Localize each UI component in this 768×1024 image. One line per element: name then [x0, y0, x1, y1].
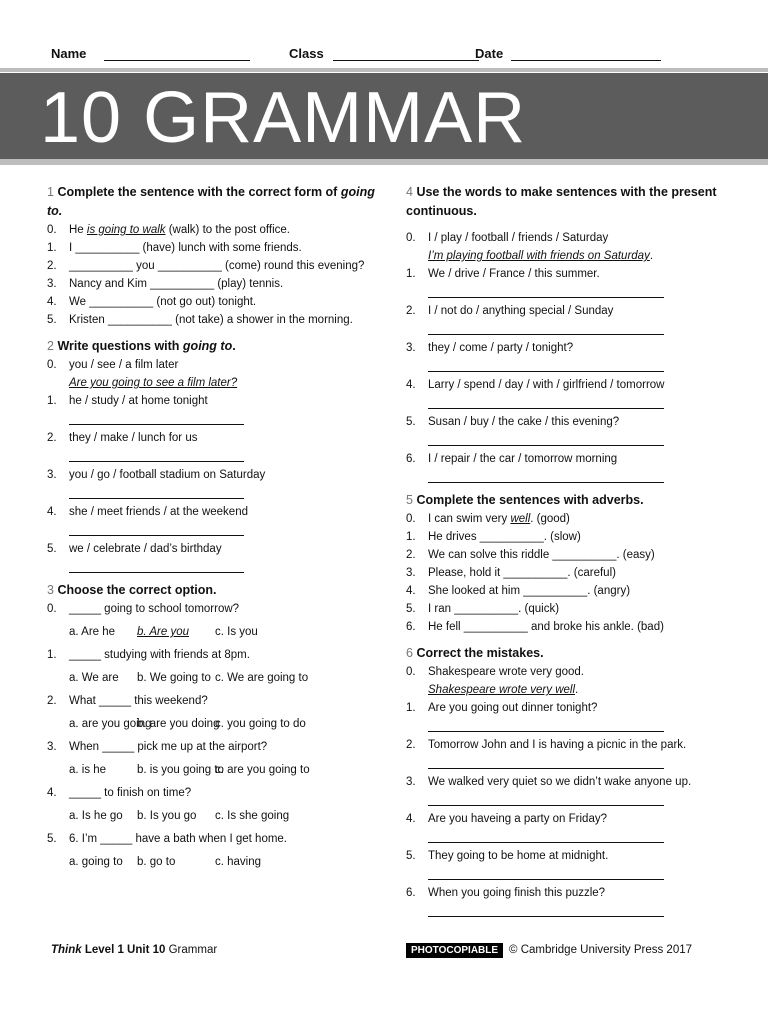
- list-item: [47, 429, 377, 447]
- item-number: 1.: [47, 242, 57, 254]
- item-number: 6.: [406, 887, 416, 899]
- item-number: 3.: [47, 741, 57, 753]
- item-prompt: When you going finish this puzzle?: [428, 887, 606, 899]
- list-item: [47, 257, 377, 275]
- item-text[interactable]: [69, 257, 364, 275]
- item-number: 3.: [47, 469, 57, 481]
- item-prompt: I / not do / anything special / Sunday: [428, 305, 614, 317]
- section-1-list: [47, 221, 377, 329]
- list-item: [406, 736, 746, 754]
- list-item: [406, 546, 746, 564]
- right-column: [406, 183, 746, 921]
- answer-line[interactable]: [69, 484, 244, 499]
- list-item: [406, 810, 746, 828]
- list-item: [47, 784, 377, 802]
- list-item: [406, 618, 746, 636]
- item-number: 0.: [406, 513, 416, 525]
- copyright-text: © Cambridge University Press 2017: [509, 944, 693, 956]
- item-prompt: We walked very quiet so we didn’t wake anyone up.: [428, 776, 692, 788]
- item-number: 2.: [406, 549, 416, 561]
- page-title: 10 GRAMMAR: [40, 78, 527, 158]
- example-answer-end: .: [575, 684, 579, 696]
- list-item: [406, 663, 746, 681]
- item-number: 1.: [406, 702, 416, 714]
- item-number: 4.: [406, 379, 416, 391]
- list-item: [406, 510, 746, 528]
- item-text[interactable]: [428, 600, 559, 618]
- list-item: [47, 293, 377, 311]
- item-number: 1.: [406, 531, 416, 543]
- item-text[interactable]: [69, 275, 283, 293]
- option-c[interactable]: c. you going to do: [215, 718, 306, 730]
- section-4-list: [406, 229, 746, 483]
- footer-copyright: [406, 944, 692, 956]
- item-number: 0.: [406, 232, 416, 244]
- option-b[interactable]: b. are you doing: [137, 718, 220, 730]
- class-label: Class: [289, 46, 324, 61]
- list-item: [47, 356, 377, 374]
- option-row: [47, 761, 377, 779]
- class-field[interactable]: [289, 46, 479, 61]
- example-answer: is going to walk: [86, 224, 166, 236]
- example-answer-text: Are you going to see a film later?: [69, 377, 238, 389]
- example-answer-end: .: [649, 250, 654, 262]
- answer-line[interactable]: [428, 717, 664, 732]
- photocopiable-badge: PHOTOCOPIABLE: [406, 943, 503, 958]
- item-text-pre: I can swim very: [428, 513, 511, 525]
- list-item: [406, 600, 746, 618]
- item-number: 5.: [47, 543, 57, 555]
- item-number: 0.: [406, 666, 416, 678]
- answer-line[interactable]: [428, 754, 664, 769]
- item-text-pre: I ran __________. (quick): [428, 603, 560, 615]
- option-c[interactable]: c. Is you: [215, 626, 258, 638]
- left-column: [47, 183, 377, 876]
- item-number: 1.: [406, 268, 416, 280]
- section-2-list: [47, 356, 377, 573]
- list-item: [47, 540, 377, 558]
- list-item: [406, 229, 746, 247]
- title-band-top: [0, 68, 768, 72]
- list-item: [47, 239, 377, 257]
- item-number: 5.: [406, 416, 416, 428]
- item-text[interactable]: [428, 564, 616, 582]
- option-a[interactable]: a. Are he: [69, 626, 116, 638]
- item-prompt: they / come / party / tonight?: [428, 342, 574, 354]
- list-item: [406, 564, 746, 582]
- item-number: 3.: [406, 342, 416, 354]
- item-prompt: I / play / football / friends / Saturday: [428, 232, 609, 244]
- section-2-title: 2 Write questions with going to.: [47, 339, 236, 353]
- item-number: 3.: [47, 278, 57, 290]
- list-item: [406, 528, 746, 546]
- answer-line[interactable]: [428, 791, 664, 806]
- item-prompt: she / meet friends / at the weekend: [69, 506, 248, 518]
- footer-book: Think Level 1 Unit 10 Grammar: [51, 944, 218, 956]
- example-answer: [406, 681, 746, 699]
- answer-line[interactable]: [69, 447, 244, 462]
- list-item: [47, 600, 377, 618]
- item-number: 3.: [406, 776, 416, 788]
- item-text[interactable]: [428, 546, 655, 564]
- item-prompt: Shakespeare wrote very good.: [428, 666, 584, 678]
- item-prompt: you / see / a film later: [69, 359, 179, 371]
- item-prompt: Are you going out dinner tonight?: [428, 702, 598, 714]
- option-row: [47, 715, 377, 733]
- section-4-title: 4 Use the words to make sentences with the present continuous.: [406, 185, 717, 218]
- section-1-title: 1 Complete the sentence with the correct form of going to.: [47, 185, 375, 218]
- item-number: 4.: [406, 585, 416, 597]
- item-question: _____ studying with friends at 8pm.: [69, 649, 250, 661]
- list-item: [47, 392, 377, 410]
- date-label: Date: [475, 46, 504, 61]
- item-text-pre: He fell __________ and broke his ankle. (bad): [428, 621, 664, 633]
- item-text-pre: I __________ (have) lunch with some friends.: [69, 242, 302, 254]
- option-b[interactable]: b. Are you: [137, 626, 189, 638]
- item-number: 0.: [47, 603, 57, 615]
- item-number: 2.: [47, 432, 57, 444]
- example-answer-text: I’m playing football with friends on Saturday: [428, 250, 650, 262]
- option-c[interactable]: c. having: [215, 856, 262, 868]
- item-prompt: They going to be home at midnight.: [428, 850, 609, 862]
- item-text-pre: We __________ (not go out) tonight.: [69, 296, 257, 308]
- item-number: 4.: [47, 787, 57, 799]
- answer-line[interactable]: [428, 283, 664, 298]
- item-text-pre: __________ you __________ (come) round this evening?: [69, 260, 365, 272]
- list-item: [47, 646, 377, 664]
- item-text-pre: Kristen __________ (not take) a shower in the morning.: [69, 314, 353, 326]
- item-prompt: you / go / football stadium on Saturday: [69, 469, 266, 481]
- list-item: [47, 275, 377, 293]
- item-prompt: Larry / spend / day / with / girlfriend / tomorrow: [428, 379, 665, 391]
- item-number: 5.: [406, 850, 416, 862]
- item-text-pre: Nancy and Kim __________ (play) tennis.: [69, 278, 284, 290]
- item-number: 2.: [47, 260, 57, 272]
- list-item: [47, 466, 377, 484]
- option-c[interactable]: c. Is she going: [215, 810, 290, 822]
- option-c[interactable]: c. We are going to: [215, 672, 309, 684]
- item-text-pre: He drives __________. (slow): [428, 531, 581, 543]
- list-item: [406, 302, 746, 320]
- answer-line[interactable]: [69, 410, 244, 425]
- list-item: [47, 221, 377, 239]
- item-text[interactable]: [428, 528, 581, 546]
- item-number: 2.: [406, 305, 416, 317]
- date-field[interactable]: [475, 46, 661, 61]
- item-number: 2.: [406, 739, 416, 751]
- student-header: [51, 46, 671, 66]
- item-prompt: I / repair / the car / tomorrow morning: [428, 453, 618, 465]
- item-question: _____ going to school tomorrow?: [69, 603, 240, 615]
- answer-line[interactable]: [428, 828, 664, 843]
- option-c[interactable]: c. are you going to: [215, 764, 310, 776]
- option-row: [47, 853, 377, 871]
- option-row: [47, 669, 377, 687]
- item-question: _____ to finish on time?: [69, 787, 192, 799]
- section-3-list: [47, 600, 377, 871]
- item-text-pre: We can solve this riddle __________. (easy): [428, 549, 655, 561]
- list-item: [406, 582, 746, 600]
- option-b[interactable]: b. Is you go: [137, 810, 197, 822]
- item-number: 0.: [47, 359, 57, 371]
- answer-line[interactable]: [428, 320, 664, 335]
- section-6-title: 6 Correct the mistakes.: [406, 646, 544, 660]
- answer-line[interactable]: [428, 902, 664, 917]
- option-a[interactable]: a. Is he go: [69, 810, 123, 822]
- list-item: [47, 503, 377, 521]
- item-prompt: we / celebrate / dad’s birthday: [69, 543, 222, 555]
- item-text[interactable]: [69, 311, 353, 329]
- option-a[interactable]: a. is he: [69, 764, 107, 776]
- item-number: 5.: [47, 314, 57, 326]
- item-question: 6. I’m _____ have a bath when I get home.: [69, 833, 288, 845]
- item-number: 3.: [406, 567, 416, 579]
- item-number: 5.: [406, 603, 416, 615]
- name-label: Name: [51, 46, 87, 61]
- item-number: 5.: [47, 833, 57, 845]
- title-band-bottom: [0, 159, 768, 165]
- answer-line[interactable]: [428, 865, 664, 880]
- list-item: [406, 884, 746, 902]
- item-prompt: Susan / buy / the cake / this evening?: [428, 416, 620, 428]
- list-item: [406, 699, 746, 717]
- list-item: [406, 847, 746, 865]
- option-b[interactable]: b. go to: [137, 856, 176, 868]
- option-a[interactable]: a. are you going: [69, 718, 152, 730]
- item-question: What _____ this weekend?: [69, 695, 208, 707]
- answer-line[interactable]: [69, 558, 244, 573]
- item-text-post: (walk) to the post office.: [165, 224, 290, 236]
- section-6-list: [406, 663, 746, 917]
- list-item: [406, 450, 746, 468]
- list-item: [406, 413, 746, 431]
- item-text-post: . (good): [530, 513, 570, 525]
- list-item: [47, 830, 377, 848]
- option-b[interactable]: b. We going to: [137, 672, 211, 684]
- item-text-pre: Please, hold it __________. (careful): [428, 567, 616, 579]
- option-row: [47, 623, 377, 641]
- item-number: 2.: [47, 695, 57, 707]
- item-prompt: he / study / at home tonight: [69, 395, 208, 407]
- answer-line[interactable]: [428, 468, 664, 483]
- item-prompt: Tomorrow John and I is having a picnic in the park.: [428, 739, 687, 751]
- item-number: 6.: [406, 621, 416, 633]
- item-text[interactable]: [428, 582, 630, 600]
- item-text[interactable]: [428, 618, 664, 636]
- item-number: 1.: [47, 395, 57, 407]
- list-item: [47, 692, 377, 710]
- item-text-pre: He: [69, 224, 87, 236]
- section-5-title: 5 Complete the sentences with adverbs.: [406, 493, 644, 507]
- item-prompt: Are you haveing a party on Friday?: [428, 813, 607, 825]
- item-number: 6.: [406, 453, 416, 465]
- option-a[interactable]: a. We are: [69, 672, 119, 684]
- answer-line[interactable]: [428, 394, 664, 409]
- list-item: [47, 738, 377, 756]
- option-b[interactable]: b. is you going to: [137, 764, 224, 776]
- item-text[interactable]: [69, 239, 302, 257]
- item-number: 1.: [47, 649, 57, 661]
- section-5-list: [406, 510, 746, 636]
- item-text[interactable]: [69, 221, 290, 239]
- item-question: When _____ pick me up at the airport?: [69, 741, 268, 753]
- list-item: [406, 265, 746, 283]
- option-row: [47, 807, 377, 825]
- item-number: 0.: [47, 224, 57, 236]
- list-item: [406, 773, 746, 791]
- section-3-title: 3 Choose the correct option.: [47, 583, 217, 597]
- example-answer: [406, 247, 746, 265]
- list-item: [47, 311, 377, 329]
- list-item: [406, 339, 746, 357]
- item-prompt: We / drive / France / this summer.: [428, 268, 600, 280]
- item-prompt: they / make / lunch for us: [69, 432, 198, 444]
- list-item: [406, 376, 746, 394]
- item-text[interactable]: [69, 293, 256, 311]
- answer-line[interactable]: [69, 521, 244, 536]
- example-answer-text: Shakespeare wrote very well: [428, 684, 576, 696]
- item-number: 4.: [406, 813, 416, 825]
- answer-line[interactable]: [428, 357, 664, 372]
- item-number: 4.: [47, 296, 57, 308]
- example-answer: [47, 374, 377, 392]
- answer-line[interactable]: [428, 431, 664, 446]
- name-field[interactable]: [51, 46, 250, 61]
- option-a[interactable]: a. going to: [69, 856, 123, 868]
- example-answer: well: [510, 513, 531, 525]
- item-number: 4.: [47, 506, 57, 518]
- item-text[interactable]: [428, 510, 570, 528]
- item-text-pre: She looked at him __________. (angry): [428, 585, 631, 597]
